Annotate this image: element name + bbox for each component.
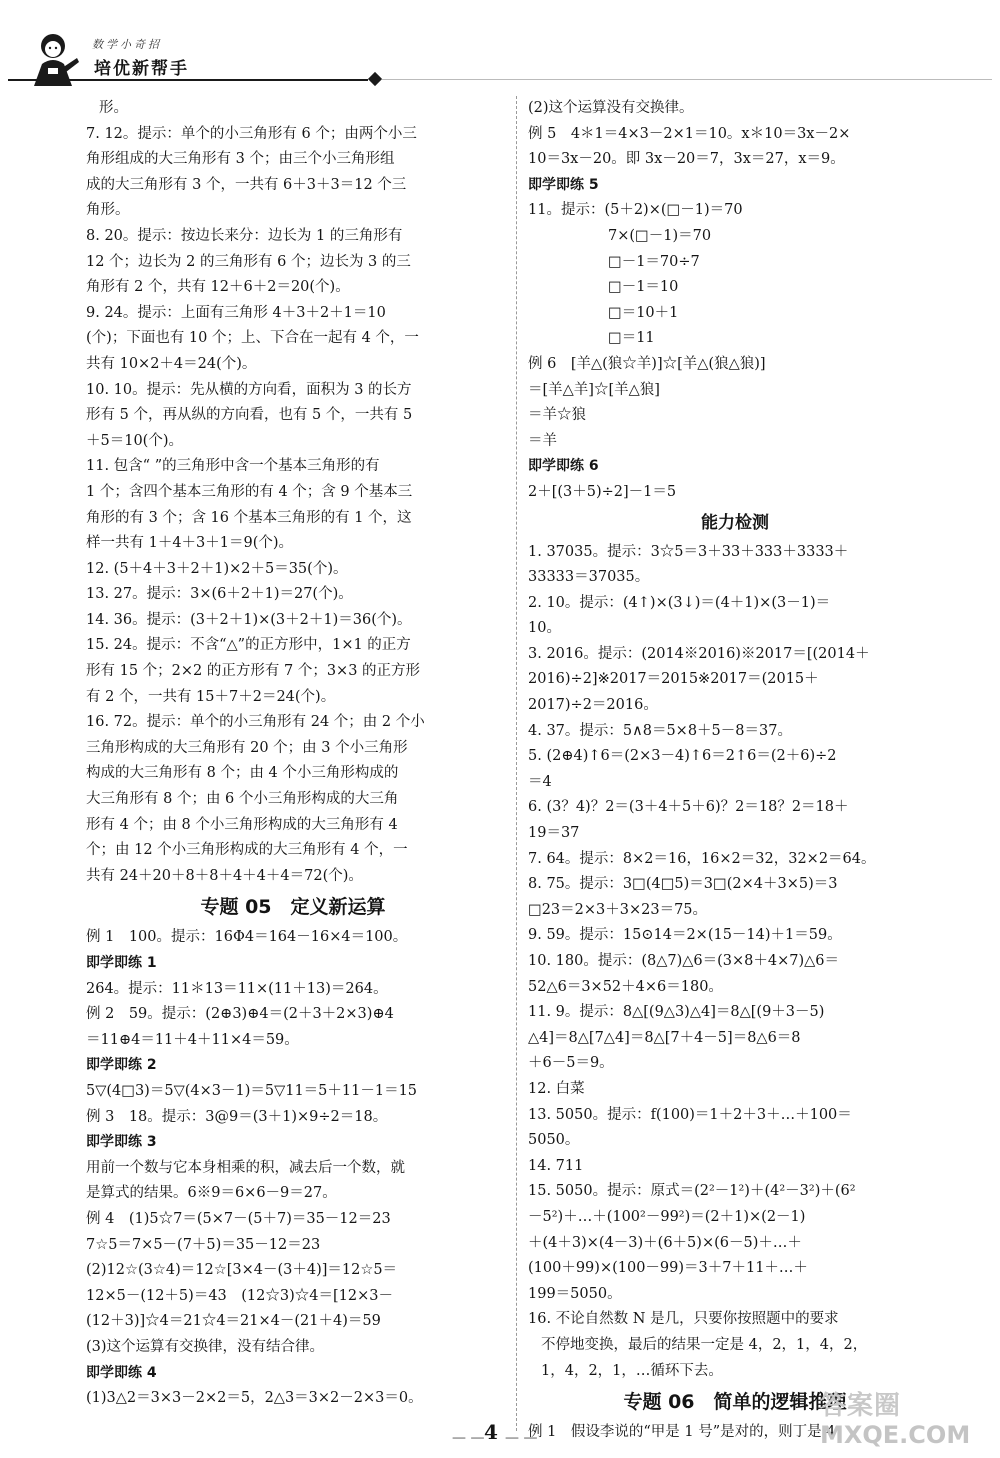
text-line: 12 个；边长为 2 的三角形有 6 个；边长为 3 的三: [86, 253, 411, 270]
subsection-label: 即学即练 6: [528, 458, 599, 475]
text-line: 样一共有 1＋4＋3＋1＝9(个)。: [86, 535, 294, 552]
section-heading: 专题 06 简单的逻辑推理: [623, 1391, 847, 1414]
text-line: 形有 15 个；2×2 的正方形有 7 个；3×3 的正方形: [86, 663, 421, 680]
text-line: －5²)＋…＋(100²－99²)＝(2＋1)×(2－1): [528, 1208, 806, 1225]
text-line: □－1＝70÷7: [608, 253, 700, 270]
text-line: 2. 10。提示：(4↑)×(3↓)＝(4＋1)×(3－1)＝: [528, 594, 831, 611]
text-line: 16. 72。提示：单个的小三角形有 24 个；由 2 个小: [86, 714, 425, 731]
text-line: ＝[羊△羊]☆[羊△狼]: [528, 381, 660, 398]
text-line: 形。: [99, 100, 128, 116]
text-line: 例 2 59。提示：(2⊕3)⊕4＝(2＋3＋2×3)⊕4: [86, 1006, 394, 1023]
text-line: 角形有 2 个，共有 12＋6＋2＝20(个)。: [86, 279, 350, 296]
text-line: 例 4 (1)5☆7＝(5×7－(5＋7)＝35－12＝23: [86, 1210, 391, 1227]
watermark-text: 答案圈: [820, 1391, 902, 1421]
text-line: 14. 711: [528, 1157, 584, 1174]
text-line: 例 5 4＊1＝4×3－2×1＝10。x＊10＝3x－2×: [528, 125, 851, 142]
page-number: 4: [484, 1420, 498, 1444]
text-line: 7. 12。提示：单个的小三角形有 6 个；由两个小三: [86, 125, 417, 142]
text-line: 19＝37: [528, 825, 580, 842]
text-line: 8. 75。提示：3□(4□5)＝3□(2×4＋3×5)＝3: [528, 876, 838, 893]
text-line: (1)3△2＝3×3－2×2＝5，2△3＝3×2－2×3＝0。: [86, 1390, 423, 1407]
header-title: 培优新帮手: [94, 59, 189, 79]
text-line: 大三角形有 8 个；由 6 个小三角形构成的大三角: [86, 791, 399, 808]
text-line: 7×(□－1)＝70: [608, 227, 712, 244]
text-line: 角形组成的大三角形有 3 个；由三个小三角形组: [86, 151, 395, 168]
text-line: 9. 59。提示：15⊙14＝2×(15－14)＋1＝59。: [528, 927, 842, 944]
text-line: 12. (5＋4＋3＋2＋1)×2＋5＝35(个)。: [86, 560, 348, 577]
text-line: 5▽(4□3)＝5▽(4×3－1)＝5▽11＝5＋11－1＝15: [86, 1082, 418, 1099]
page-number-dash-right: — —: [505, 1430, 538, 1446]
header-rule-thin: [382, 79, 992, 80]
text-line: 11。提示：(5＋2)×(□－1)＝70: [528, 202, 743, 219]
text-line: ＝11⊕4＝11＋4＋11×4＝59。: [86, 1031, 299, 1048]
text-line: 33333＝37035。: [528, 569, 650, 586]
text-line: 有 2 个，一共有 15＋7＋2＝24(个)。: [86, 688, 336, 705]
text-line: (12＋3)]☆4＝21☆4＝21×4－(21＋4)＝59: [86, 1313, 381, 1330]
text-line: 264。提示：11＊13＝11×(11＋13)＝264。: [86, 980, 388, 997]
text-line: 13. 27。提示：3×(6＋2＋1)＝27(个)。: [86, 586, 353, 603]
subsection-label: 即学即练 3: [86, 1134, 157, 1151]
text-line: 5. (2⊕4)↑6＝(2×3－4)↑6＝2↑6＝(2＋6)÷2: [528, 748, 837, 765]
subsection-label: 即学即练 5: [528, 176, 599, 193]
text-line: (100＋99)×(100－99)＝3＋7＋11＋…＋: [528, 1260, 808, 1277]
text-line: 2017)÷2＝2016。: [528, 697, 658, 714]
text-line: 例 1 假设李说的“甲是 1 号”是对的，则丁是 4: [528, 1424, 836, 1441]
text-line: 例 1 100。提示：16Φ4＝164－16×4＝100。: [86, 929, 408, 946]
diamond-icon: [368, 72, 382, 86]
column-divider: [516, 96, 518, 1431]
text-line: ＝4: [528, 773, 552, 790]
text-line: 2016)÷2]※2017＝2015※2017＝(2015＋: [528, 671, 819, 688]
section-heading: 专题 05 定义新运算: [200, 896, 386, 919]
text-line: 形有 5 个，再从纵的方向看，也有 5 个，一共有 5: [86, 407, 413, 424]
text-line: ＋6－5＝9。: [528, 1055, 614, 1072]
text-line: 1 个；含四个基本三角形的有 4 个；含 9 个基本三: [86, 483, 413, 500]
text-line: 共有 24＋20＋8＋8＋4＋4＋4＝72(个)。: [86, 867, 363, 884]
text-line: 构成的大三角形有 8 个；由 4 个小三角形构成的: [86, 765, 399, 782]
text-line: 16. 不论自然数 N 是几，只要你按照题中的要求: [528, 1311, 839, 1328]
subsection-label: 即学即练 1: [86, 955, 157, 971]
text-line: 例 3 18。提示：3@9＝(3＋1)×9÷2＝18。: [86, 1108, 388, 1125]
text-line: 形有 4 个；由 8 个小三角形构成的大三角形有 4: [86, 816, 398, 833]
text-line: 个；由 12 个小三角形构成的大三角形有 4 个，一: [86, 842, 408, 859]
text-line: (2)12☆(3☆4)＝12☆[3×4－(3＋4)]＝12☆5＝: [86, 1262, 398, 1279]
text-line: 1. 37035。提示：3☆5＝3＋33＋333＋3333＋: [528, 543, 849, 560]
text-line: ＝羊: [528, 432, 557, 449]
header-rule: [8, 79, 368, 81]
section-heading: 能力检测: [701, 512, 769, 533]
page-header: [0, 0, 1000, 95]
text-line: □－1＝10: [608, 279, 679, 296]
text-line: 用前一个数与它本身相乘的积，减去后一个数，就: [86, 1159, 405, 1176]
left-column: [86, 96, 500, 1412]
text-line: 15. 24。提示：不含“△”的正方形中，1×1 的正方: [86, 637, 411, 654]
text-line: 角形。: [86, 202, 130, 219]
right-column: [528, 96, 942, 1446]
text-line: 4. 37。提示：5∧8＝5×8＋5－8＝37。: [528, 722, 792, 739]
text-line: 3. 2016。提示：(2014※2016)※2017＝[(2014＋: [528, 645, 870, 662]
text-line: 10。: [528, 620, 561, 637]
text-line: (3)这个运算有交换律，没有结合律。: [86, 1338, 325, 1355]
text-line: ＝羊☆狼: [528, 407, 586, 424]
page-number-dash-left: — —: [452, 1430, 485, 1446]
text-line: 2＋[(3＋5)÷2]－1＝5: [528, 483, 677, 500]
text-line: 199＝5050。: [528, 1285, 622, 1302]
text-line: ＋5＝10(个)。: [86, 432, 183, 449]
text-line: 三角形构成的大三角形有 20 个；由 3 个小三角形: [86, 739, 408, 756]
text-line: □＝10＋1: [608, 304, 679, 321]
text-line: ＋(4＋3)×(4－3)＋(6＋5)×(6－5)＋…＋: [528, 1234, 802, 1251]
text-line: 角形的有 3 个；含 16 个基本三角形的有 1 个，这: [86, 509, 412, 526]
subsection-label: 即学即练 4: [86, 1364, 157, 1381]
text-line: 6. (3？4)？2＝(3＋4＋5＋6)？2＝18？2＝18＋: [528, 799, 849, 816]
text-line: 7. 64。提示：8×2＝16，16×2＝32，32×2＝64。: [528, 850, 876, 867]
text-line: 9. 24。提示：上面有三角形 4＋3＋2＋1＝10: [86, 304, 386, 321]
subsection-label: 即学即练 2: [86, 1057, 157, 1074]
watermark-url: MXQE.COM: [820, 1421, 971, 1449]
text-line: □23＝2×3＋3×23＝75。: [528, 901, 708, 918]
text-line: 不停地变换，最后的结果一定是 4，2，1，4，2，: [541, 1336, 868, 1353]
text-line: 成的大三角形有 3 个，一共有 6＋3＋3＝12 个三: [86, 176, 407, 193]
text-line: 8. 20。提示：按边长来分：边长为 1 的三角形有: [86, 227, 403, 244]
text-line: 13. 5050。提示：f(100)＝1＋2＋3＋…＋100＝: [528, 1106, 852, 1123]
text-line: 1，4，2，1，…循环下去。: [541, 1362, 723, 1379]
text-line: 7☆5＝7×5－(7＋5)＝35－12＝23: [86, 1236, 321, 1253]
watermark: [820, 1385, 995, 1455]
text-line: □＝11: [608, 330, 655, 347]
text-line: 10. 10。提示：先从横的方向看，面积为 3 的长方: [86, 381, 412, 398]
text-line: △4]＝8△[7△4]＝8△[7＋4－5]＝8△6＝8: [528, 1029, 801, 1046]
text-line: 例 6 [羊△(狼☆羊)]☆[羊△(狼△狼)]: [528, 355, 766, 372]
text-line: 共有 10×2＋4＝24(个)。: [86, 355, 257, 372]
text-line: 14. 36。提示：(3＋2＋1)×(3＋2＋1)＝36(个)。: [86, 611, 412, 628]
text-line: 52△6＝3×52＋4×6＝180。: [528, 978, 723, 995]
text-line: (2)这个运算没有交换律。: [528, 100, 694, 116]
text-line: 15. 5050。提示：原式＝(2²－1²)＋(4²－3²)＋(6²: [528, 1183, 856, 1200]
text-line: 10. 180。提示：(8△7)△6＝(3×8＋4×7)△6＝: [528, 953, 840, 969]
text-line: 11. 9。提示：8△[(9△3)△4]＝8△[(9＋3－5): [528, 1004, 825, 1021]
text-line: 12×5－(12＋5)＝43 (12☆3)☆4＝[12×3－: [86, 1287, 393, 1304]
text-line: (个)；下面也有 10 个；上、下合在一起有 4 个，一: [86, 330, 419, 347]
text-line: 12. 白菜: [528, 1080, 585, 1097]
text-line: 5050。: [528, 1132, 580, 1149]
text-line: 10＝3x－20。即 3x－20＝7，3x＝27，x＝9。: [528, 151, 845, 168]
text-line: 11. 包含“ ”的三角形中含一个基本三角形的有: [86, 458, 380, 475]
text-line: 是算式的结果。6※9＝6×6－9＝27。: [86, 1185, 337, 1202]
header-slogan: 数学小奇招: [92, 38, 162, 51]
